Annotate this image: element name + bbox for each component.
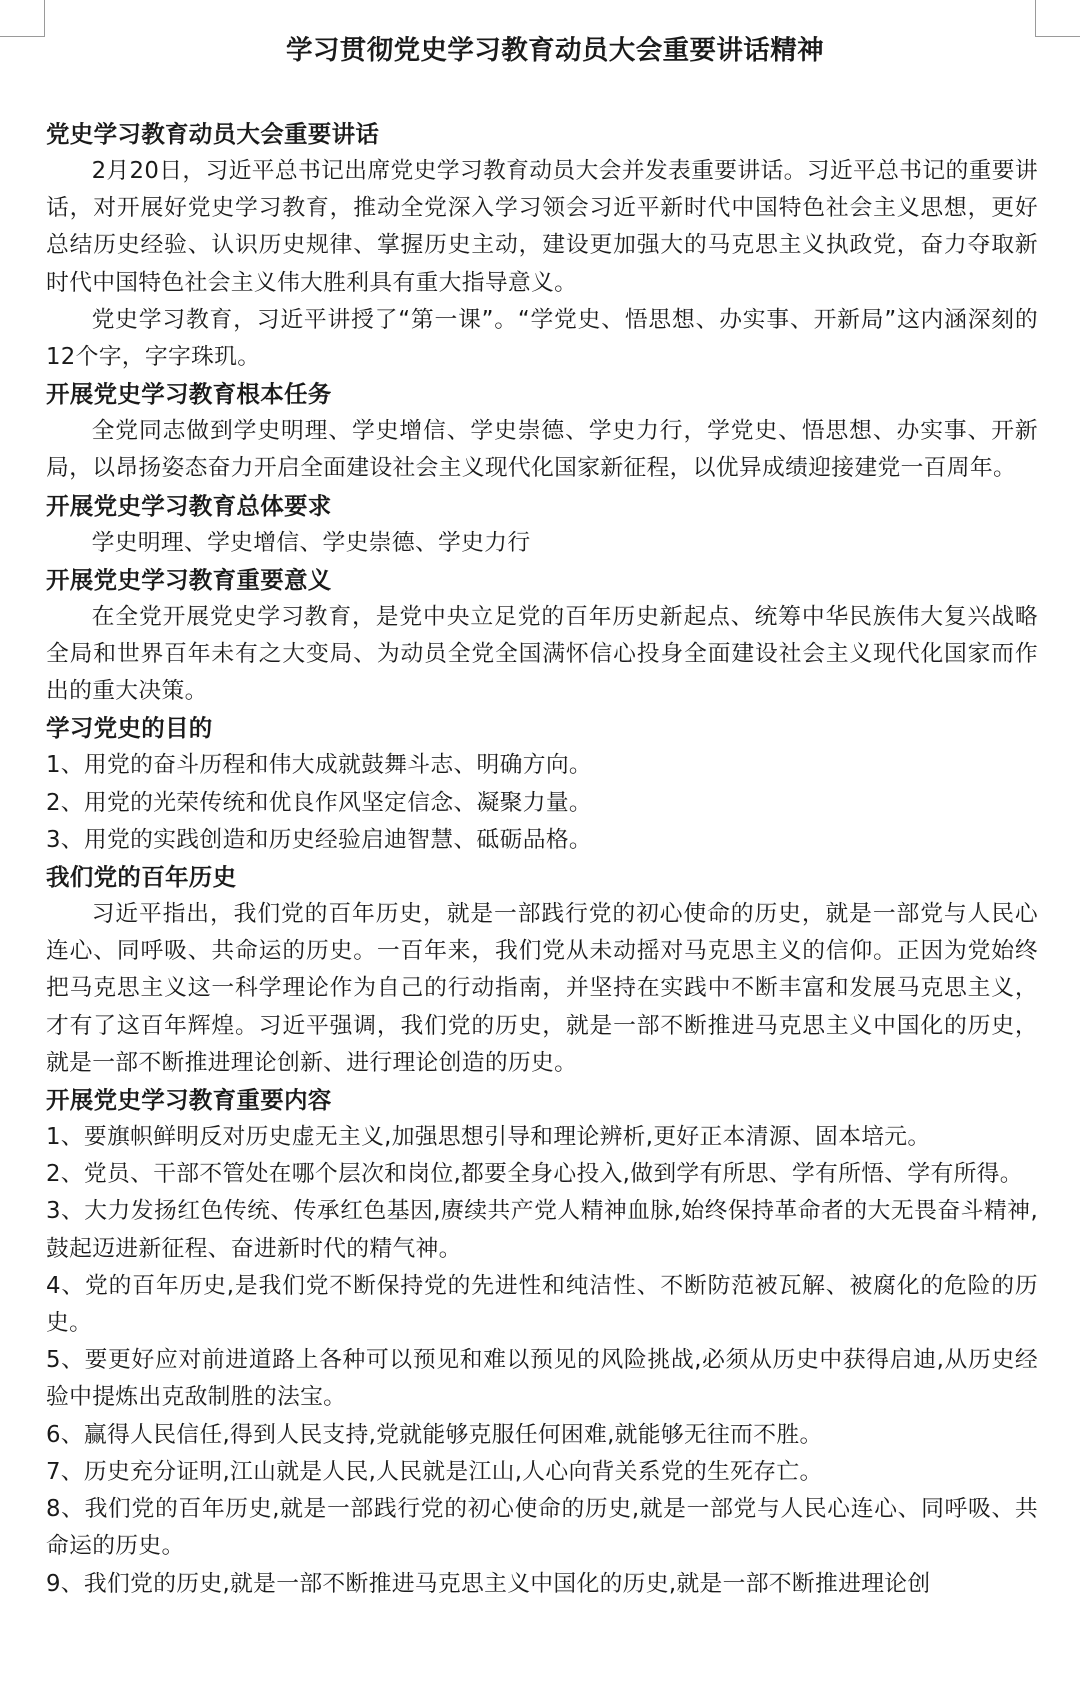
document-title: 学习贯彻党史学习教育动员大会重要讲话精神 (286, 35, 824, 66)
list-item: 2、党员、干部不管处在哪个层次和岗位,都要全身心投入,做到学有所思、学有所悟、学有所得。 (46, 1161, 1023, 1188)
key-content-list (46, 1119, 1038, 1603)
list-item: 5、要更好应对前进道路上各种可以预见和难以预见的风险挑战,必须从历史中获得启迪,从历史经验中提炼出克敌制胜的法宝。 (46, 1347, 1038, 1411)
section-fundamental-task (46, 376, 1038, 487)
list-item: 9、我们党的历史,就是一部不断推进马克思主义中国化的历史,就是一部不断推进理论创 (46, 1570, 931, 1597)
section-heading: 开展党史学习教育重要意义 (46, 565, 332, 594)
section-heading: 我们党的百年历史 (46, 863, 237, 892)
section-paragraph: 2月20日，习近平总书记出席党史学习教育动员大会并发表重要讲话。习近平总书记的重要讲话，对开展好党史学习教育，推动全党深入学习领会习近平新时代中国特色社会主义思想，更好总结历史经验、认识历史规律、掌握历史主动，建设更加强大的马克思主义执政党，奋力夺取新时代中国特色社会主义伟大胜利具有重大指导意义。 (46, 158, 1038, 296)
list-item: 3、大力发扬红色传统、传承红色基因,赓续共产党人精神血脉,始终保持革命者的大无畏奋斗精神,鼓起迈进新征程、奋进新时代的精气神。 (46, 1198, 1038, 1262)
list-item: 2、用党的光荣传统和优良作风坚定信念、凝聚力量。 (46, 789, 593, 816)
section-century-history (46, 859, 1038, 1082)
document-page (46, 34, 1038, 1603)
list-item: 7、历史充分证明,江山就是人民,人民就是江山,人心向背关系党的生死存亡。 (46, 1458, 823, 1485)
section-paragraph: 党史学习教育，习近平讲授了“第一课”。“学党史、悟思想、办实事、开新局”这内涵深刻的12个字，字字珠玑。 (46, 306, 1038, 371)
section-paragraph: 学史明理、学史增信、学史崇德、学史力行 (91, 529, 531, 556)
list-item: 1、用党的奋斗历程和伟大成就鼓舞斗志、明确方向。 (46, 752, 593, 779)
section-key-content (46, 1082, 1038, 1603)
section-heading: 学习党史的目的 (46, 714, 213, 743)
section-overall-requirement (46, 488, 1038, 562)
list-item: 8、我们党的百年历史,就是一部践行党的初心使命的历史,就是一部党与人民心连心、同呼吸、共命运的历史。 (46, 1496, 1038, 1560)
purpose-list (46, 747, 1038, 859)
section-speech (46, 116, 1038, 376)
list-item: 4、党的百年历史,是我们党不断保持党的先进性和纯洁性、不断防范被瓦解、被腐化的危险的历史。 (46, 1272, 1038, 1337)
section-heading: 开展党史学习教育重要内容 (46, 1086, 332, 1115)
list-item: 6、赢得人民信任,得到人民支持,党就能够克服任何困难,就能够无往而不胜。 (46, 1421, 823, 1448)
section-heading: 开展党史学习教育根本任务 (46, 380, 332, 409)
section-paragraph: 习近平指出，我们党的百年历史，就是一部践行党的初心使命的历史，就是一部党与人民心连心、同呼吸、共命运的历史。一百年来，我们党从未动摇对马克思主义的信仰。正因为党始终把马克思主义这一科学理论作为自己的行动指南，并坚持在实践中不断丰富和发展马克思主义，才有了这百年辉煌。习近平强调，我们党的历史，就是一部不断推进马克思主义中国化的历史，就是一部不断推进理论创新、进行理论创造的历史。 (46, 901, 1038, 1076)
section-paragraph: 在全党开展党史学习教育，是党中央立足党的百年历史新起点、统筹中华民族伟大复兴战略全局和世界百年未有之大变局、为动员全党全国满怀信心投身全面建设社会主义现代化国家而作出的重大决策。 (46, 603, 1038, 705)
section-significance (46, 562, 1038, 711)
section-heading: 开展党史学习教育总体要求 (46, 491, 332, 520)
list-item: 3、用党的实践创造和历史经验启迪智慧、砥砺品格。 (46, 826, 593, 853)
list-item: 1、要旗帜鲜明反对历史虚无主义,加强思想引导和理论辨析,更好正本清源、固本培元。 (46, 1124, 931, 1151)
crop-mark-top-right (1035, 0, 1080, 37)
crop-mark-top-left (0, 0, 45, 37)
section-paragraph: 全党同志做到学史明理、学史增信、学史崇德、学史力行，学党史、悟思想、办实事、开新局，以昂扬姿态奋力开启全面建设社会主义现代化国家新征程，以优异成绩迎接建党一百周年。 (46, 418, 1038, 482)
section-heading: 党史学习教育动员大会重要讲话 (46, 120, 380, 148)
section-purpose (46, 710, 1038, 859)
